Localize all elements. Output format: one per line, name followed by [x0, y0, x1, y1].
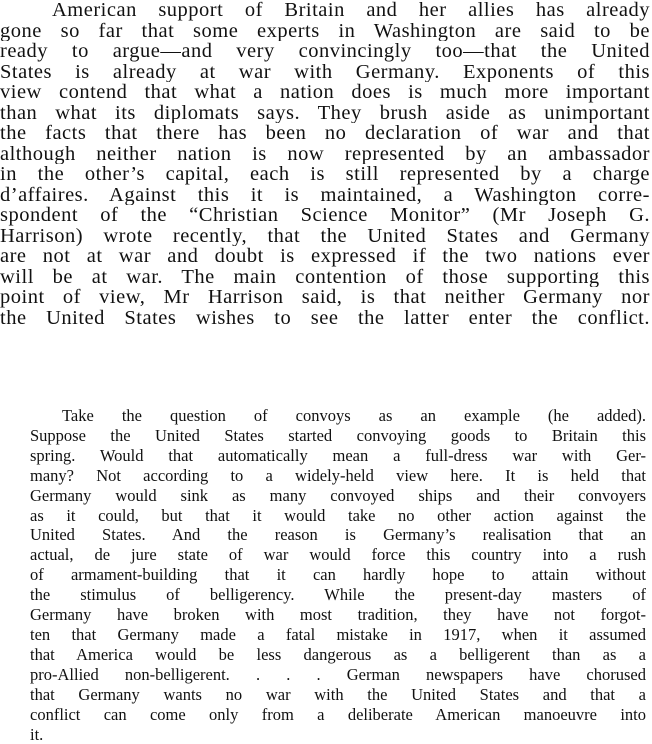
lead-paragraph-line: Harrison) wrote recently, that the United States and Germany — [0, 226, 650, 247]
quoted-paragraph-line: United States. And the reason is Germany’s realisation that an — [0, 525, 646, 545]
lead-paragraph-line: ready to argue—and very convincingly too—that the United — [0, 41, 650, 62]
quoted-paragraph-line: Germany would sink as many convoyed ships and their convoyers — [0, 486, 646, 506]
quoted-paragraph-line: as it could, but that it would take no other action against the — [0, 506, 646, 526]
lead-paragraph-line: d’affaires. Against this it is maintained, a Washington corre- — [0, 185, 650, 206]
quoted-paragraph-line: actual, de jure state of war would force this country into a rush — [0, 545, 646, 565]
quoted-paragraph-line: Suppose the United States started convoying goods to Britain this — [0, 426, 646, 446]
lead-paragraph-line: in the other’s capital, each is still represented by a charge — [0, 164, 650, 185]
quoted-paragraph-line: pro-Allied non-belligerent. . . . German newspapers have chorused — [0, 665, 646, 685]
quoted-paragraph-line: it. — [0, 725, 646, 744]
lead-paragraph-line: gone so far that some experts in Washington are said to be — [0, 21, 650, 42]
quoted-paragraph-line: spring. Would that automatically mean a full-dress war with Ger- — [0, 446, 646, 466]
lead-paragraph-line: the facts that there has been no declaration of war and that — [0, 123, 650, 144]
quoted-paragraph-line: Germany have broken with most tradition, they have not forgot- — [0, 605, 646, 625]
lead-paragraph-line: American support of Britain and her allies has already — [0, 0, 650, 21]
quoted-paragraph — [0, 406, 648, 744]
quoted-paragraph-line: that America would be less dangerous as a belligerent than as a — [0, 645, 646, 665]
lead-paragraph-line: than what its diplomats says. They brush aside as unimportant — [0, 103, 650, 124]
lead-paragraph-line: view contend that what a nation does is much more important — [0, 82, 650, 103]
quoted-paragraph-line: of armament-building that it can hardly hope to attain without — [0, 565, 646, 585]
lead-paragraph-line: the United States wishes to see the latter enter the conflict. — [0, 308, 650, 329]
quoted-paragraph-line: ten that Germany made a fatal mistake in 1917, when it assumed — [0, 625, 646, 645]
quoted-paragraph-line: that Germany wants no war with the United States and that a — [0, 685, 646, 705]
lead-paragraph-line: will be at war. The main contention of those supporting this — [0, 267, 650, 288]
quoted-paragraph-line: many? Not according to a widely-held view here. It is held that — [0, 466, 646, 486]
lead-paragraph — [0, 0, 650, 328]
quoted-paragraph-line: conflict can come only from a deliberate American manoeuvre into — [0, 705, 646, 725]
lead-paragraph-line: although neither nation is now represented by an ambassador — [0, 144, 650, 165]
lead-paragraph-line: spondent of the “Christian Science Monitor” (Mr Joseph G. — [0, 205, 650, 226]
lead-paragraph-line: States is already at war with Germany. Exponents of this — [0, 62, 650, 83]
lead-paragraph-line: are not at war and doubt is expressed if the two nations ever — [0, 246, 650, 267]
quoted-paragraph-line: Take the question of convoys as an example (he added). — [0, 406, 646, 426]
lead-paragraph-line: point of view, Mr Harrison said, is that neither Germany nor — [0, 287, 650, 308]
quoted-paragraph-line: the stimulus of belligerency. While the present-day masters of — [0, 585, 646, 605]
